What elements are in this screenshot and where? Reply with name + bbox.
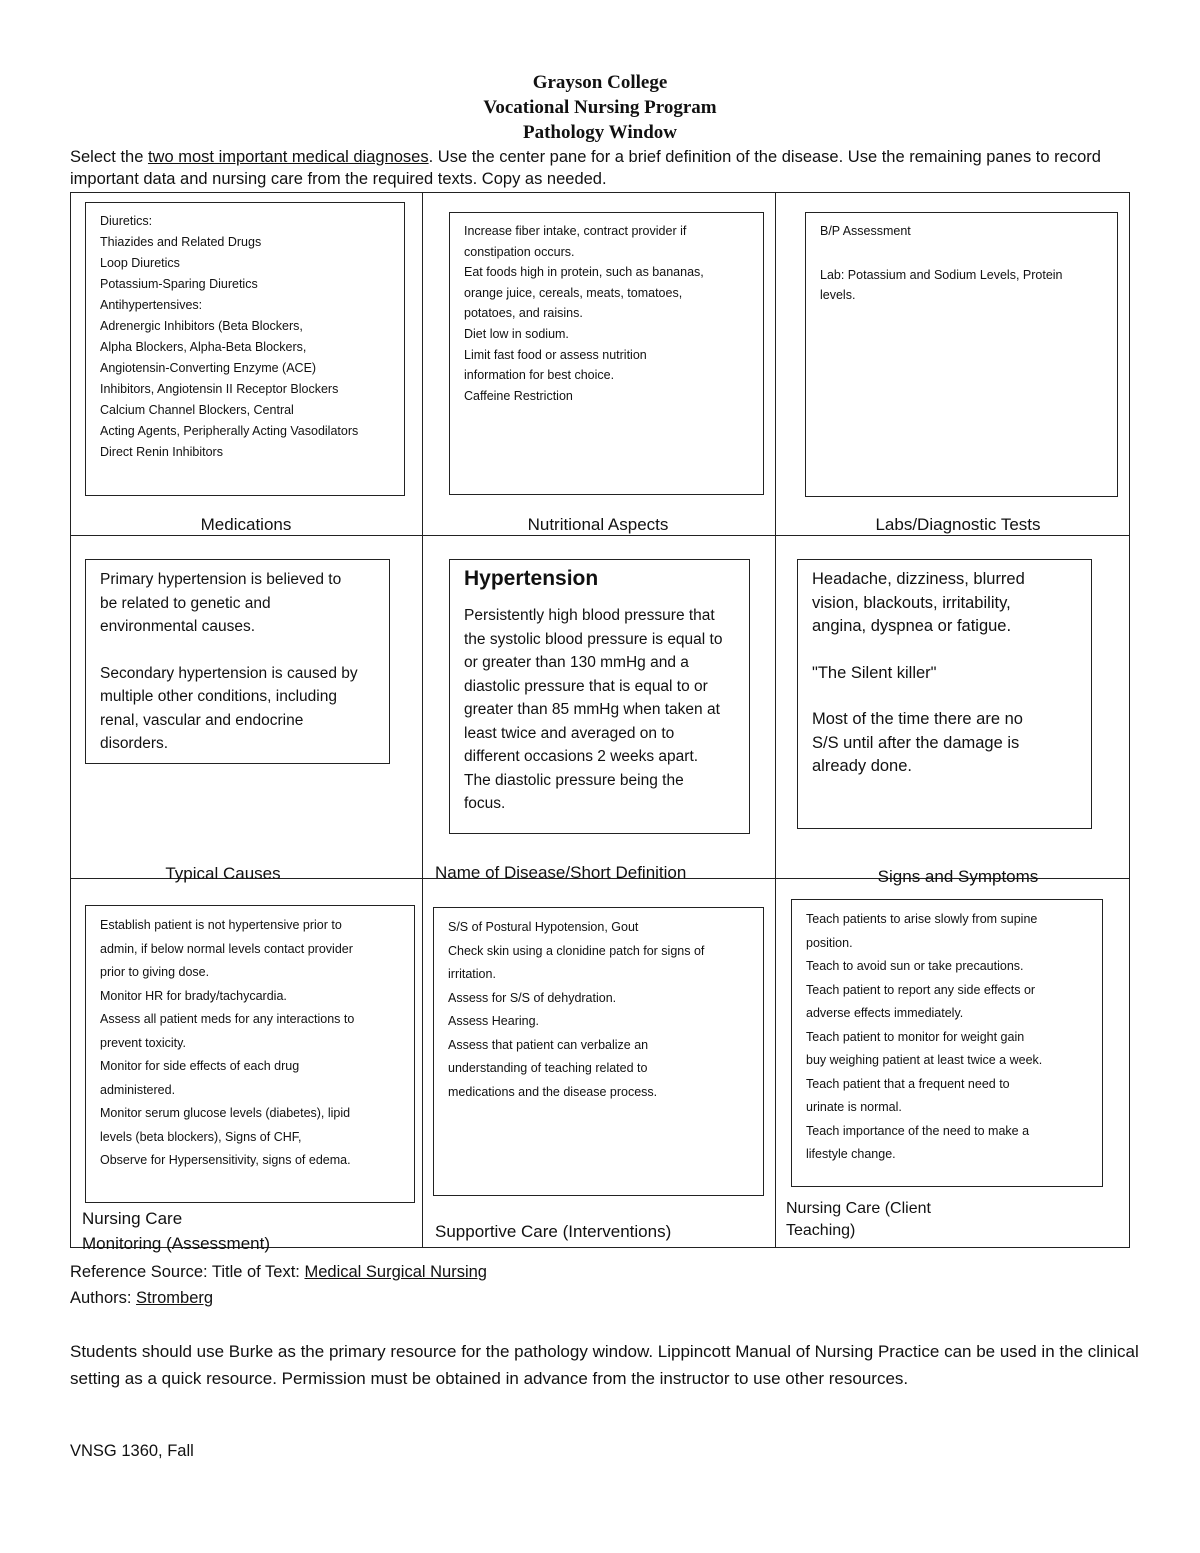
supportive-box xyxy=(433,907,764,1196)
disease-definition-line: focus. xyxy=(464,795,506,812)
causes-spacer xyxy=(100,639,375,662)
monitoring-box xyxy=(85,905,415,1203)
teaching-line: Teach patient to report any side effects or xyxy=(806,982,1036,997)
nutrition-line: Eat foods high in protein, such as bananas, xyxy=(464,265,704,280)
medications-line: Antihypertensives: xyxy=(100,298,203,312)
symptoms-line: Most of the time there are no xyxy=(812,710,1023,728)
reference-source xyxy=(70,1261,487,1283)
teaching-line: Teach patients to arise slowly from supine xyxy=(806,912,1038,926)
causes-label: Typical Causes xyxy=(165,864,281,883)
reference-authors xyxy=(70,1287,213,1309)
teaching-line: Teach importance of the need to make a xyxy=(806,1123,1030,1138)
monitoring-line: Establish patient is not hypertensive prior to xyxy=(100,918,342,932)
disease-box xyxy=(449,559,750,834)
symptoms-spacer xyxy=(812,685,1077,708)
medications-box xyxy=(85,202,405,496)
teaching-label-2: Teaching) xyxy=(786,1222,856,1239)
causes-line: renal, vascular and endocrine xyxy=(100,711,304,729)
reference-prefix: Reference Source: Title of Text: xyxy=(70,1263,305,1281)
disease-definition-line: diastolic pressure that is equal to or xyxy=(464,677,708,695)
primary-hypertension-term: Primary hypertension xyxy=(100,571,247,588)
causes-line: multiple other conditions, including xyxy=(100,688,337,705)
teaching-line: adverse effects immediately. xyxy=(806,1006,964,1020)
disease-definition-line: The diastolic pressure being the xyxy=(464,771,684,789)
supportive-line: Assess that patient can verbalize an xyxy=(448,1037,649,1052)
causes-line: be related to genetic and xyxy=(100,594,271,612)
symptoms-line: already done. xyxy=(812,757,912,775)
monitoring-line: Observe for Hypersensitivity, signs of edema. xyxy=(100,1153,351,1167)
nutrition-line: Diet low in sodium. xyxy=(464,326,569,341)
medications-line: Potassium-Sparing Diuretics xyxy=(100,277,258,291)
document-title: Pathology Window xyxy=(523,122,677,143)
disease-name: Hypertension xyxy=(464,567,599,590)
nutrition-line: orange juice, cereals, meats, tomatoes, xyxy=(464,285,683,300)
monitoring-line: Monitor for side effects of each drug xyxy=(100,1059,300,1073)
causes-text: is believed to xyxy=(246,571,342,588)
monitoring-line: levels (beta blockers), Signs of CHF, xyxy=(100,1129,302,1144)
disease-definition-line: or greater than 130 mmHg and a xyxy=(464,654,689,671)
labs-line: levels. xyxy=(820,288,856,303)
labs-line: B/P Assessment xyxy=(820,224,911,238)
labs-box xyxy=(805,212,1118,497)
teaching-line: buy weighing patient at least twice a week. xyxy=(806,1053,1043,1067)
disease-definition-line: least twice and averaged on to xyxy=(464,724,675,742)
teaching-line: Teach patient to monitor for weight gain xyxy=(806,1029,1025,1044)
instructions xyxy=(70,146,1140,190)
monitoring-label-2: Monitoring (Assessment) xyxy=(82,1234,271,1253)
authors-name: Stromberg xyxy=(136,1289,214,1307)
reference-title: Medical Surgical Nursing xyxy=(304,1263,487,1281)
resource-note: Students should use Burke as the primary resource for the pathology window. Lippincott Manual of Nursing Practice can be used in the clinical setting as a quick resource. Permission must be obtained in advance from the instructor to use other resources. xyxy=(70,1342,1139,1388)
supportive-line: medications and the disease process. xyxy=(448,1084,658,1099)
labs-spacer xyxy=(820,242,1103,265)
disease-definition-line: greater than 85 mmHg when taken at xyxy=(464,701,720,718)
labs-label: Labs/Diagnostic Tests xyxy=(875,515,1041,534)
grid-divider-v2 xyxy=(775,192,776,1248)
disease-definition-line: Persistently high blood pressure that xyxy=(464,607,715,624)
symptoms-spacer xyxy=(812,639,1077,662)
medications-line: Angiotensin-Converting Enzyme (ACE) xyxy=(100,361,317,375)
causes-line: environmental causes. xyxy=(100,618,256,635)
teaching-line: lifestyle change. xyxy=(806,1147,896,1161)
teaching-line: urinate is normal. xyxy=(806,1100,902,1114)
symptoms-line: S/S until after the damage is xyxy=(812,733,1020,752)
nutrition-label: Nutritional Aspects xyxy=(527,515,669,534)
instructions-text-2: . Use the center pane for a brief definition of the disease. Use the remaining panes to record important data and nursing care from the required texts. Copy as needed. xyxy=(70,148,1101,188)
disease-definition-line: the systolic blood pressure is equal to xyxy=(464,630,723,648)
nutrition-line: potatoes, and raisins. xyxy=(464,306,583,321)
monitoring-line: Monitor serum glucose levels (diabetes), lipid xyxy=(100,1106,351,1120)
supportive-line: understanding of teaching related to xyxy=(448,1061,648,1075)
medications-line: Diuretics: xyxy=(100,214,153,228)
supportive-line: Check skin using a clonidine patch for signs of xyxy=(448,943,705,958)
disease-definition-line: different occasions 2 weeks apart. xyxy=(464,748,699,765)
monitoring-line: administered. xyxy=(100,1082,176,1097)
medications-line: Acting Agents, Peripherally Acting Vasodilators xyxy=(100,424,359,438)
disease-label: Name of Disease/Short Definition xyxy=(435,863,687,882)
medications-line: Alpha Blockers, Alpha-Beta Blockers, xyxy=(100,340,307,354)
medications-line: Loop Diuretics xyxy=(100,256,180,270)
instructions-emphasis: two most important medical diagnoses xyxy=(147,148,429,166)
causes-box xyxy=(85,559,390,764)
nutrition-line: Limit fast food or assess nutrition xyxy=(464,347,647,362)
supportive-line: S/S of Postural Hypotension, Gout xyxy=(448,920,639,934)
nutrition-box xyxy=(449,212,764,495)
symptoms-line: Headache, dizziness, blurred xyxy=(812,570,1025,588)
supportive-label: Supportive Care (Interventions) xyxy=(435,1222,672,1241)
monitoring-line: prevent toxicity. xyxy=(100,1035,186,1050)
supportive-line: Assess for S/S of dehydration. xyxy=(448,990,617,1005)
medications-line: Thiazides and Related Drugs xyxy=(100,235,262,249)
nutrition-line: constipation occurs. xyxy=(464,244,575,259)
college-name: Grayson College xyxy=(532,72,668,93)
causes-primary xyxy=(100,568,375,592)
program-name: Vocational Nursing Program xyxy=(483,97,717,118)
teaching-line: position. xyxy=(806,935,853,950)
monitoring-line: Monitor HR for brady/tachycardia. xyxy=(100,988,287,1003)
monitoring-line: prior to giving dose. xyxy=(100,965,210,979)
symptoms-line: vision, blackouts, irritability, xyxy=(812,593,1011,612)
secondary-hypertension-term: Secondary hypertension xyxy=(100,664,268,682)
monitoring-label-1: Nursing Care xyxy=(82,1209,183,1228)
medications-line: Inhibitors, Angiotensin II Receptor Blockers xyxy=(100,382,339,396)
medications-line: Calcium Channel Blockers, Central xyxy=(100,403,294,417)
causes-secondary xyxy=(100,662,375,686)
labs-line: Lab: Potassium and Sodium Levels, Protein xyxy=(820,267,1063,282)
instructions-text-1: Select the xyxy=(70,148,148,166)
medications-line: Direct Renin Inhibitors xyxy=(100,445,223,459)
teaching-box xyxy=(791,899,1103,1187)
nutrition-line: Increase fiber intake, contract provider if xyxy=(464,224,687,238)
medications-label: Medications xyxy=(200,515,292,534)
teaching-line: Teach patient that a frequent need to xyxy=(806,1076,1010,1091)
supportive-line: irritation. xyxy=(448,967,496,981)
medications-line: Adrenergic Inhibitors (Beta Blockers, xyxy=(100,319,303,333)
grid-divider-v1 xyxy=(422,192,423,1248)
teaching-label-1: Nursing Care (Client xyxy=(786,1200,931,1217)
symptoms-label: Signs and Symptoms xyxy=(877,867,1039,886)
causes-text: is caused by xyxy=(267,664,358,682)
course-code: VNSG 1360, Fall xyxy=(70,1442,194,1460)
authors-prefix: Authors: xyxy=(70,1289,137,1307)
nutrition-line: Caffeine Restriction xyxy=(464,388,573,403)
silent-killer-quote: "The Silent killer" xyxy=(812,663,937,682)
nutrition-line: information for best choice. xyxy=(464,368,615,383)
supportive-line: Assess Hearing. xyxy=(448,1014,540,1028)
monitoring-line: admin, if below normal levels contact provider xyxy=(100,941,353,956)
symptoms-box xyxy=(797,559,1092,829)
symptoms-line: angina, dyspnea or fatigue. xyxy=(812,617,1012,635)
teaching-line: Teach to avoid sun or take precautions. xyxy=(806,959,1024,973)
monitoring-line: Assess all patient meds for any interactions to xyxy=(100,1012,355,1026)
causes-line: disorders. xyxy=(100,735,169,752)
